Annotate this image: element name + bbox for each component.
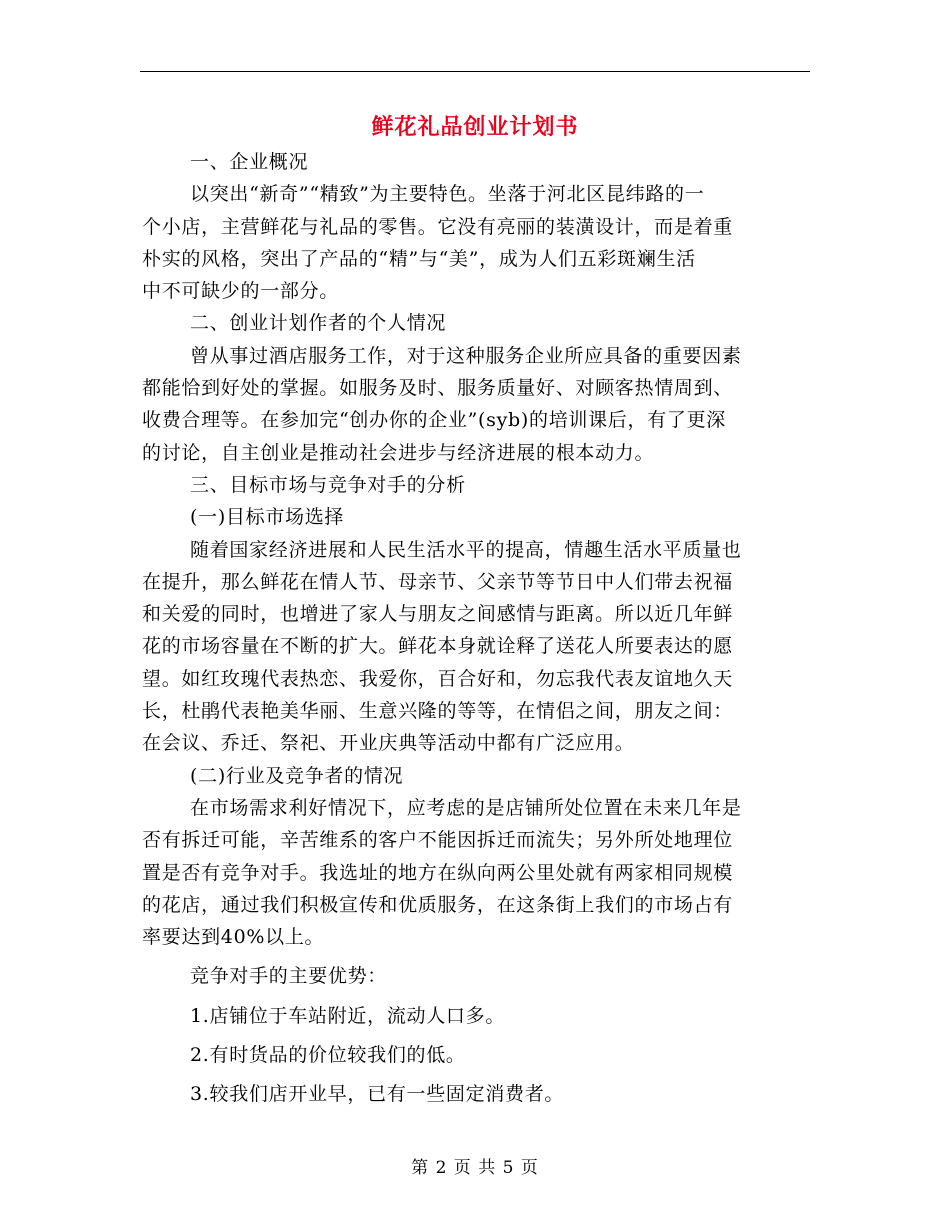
paragraph-line: 随着国家经济进展和人民生活水平的提高，情趣生活水平质量也	[190, 538, 742, 561]
paragraph-line: 率要达到40%以上。	[142, 926, 325, 949]
subsection-heading: (二)行业及竞争者的情况	[190, 764, 404, 787]
section-heading: 二、创业计划作者的个人情况	[190, 312, 447, 335]
paragraph-line: 个小店，主营鲜花与礼品的零售。它没有亮丽的装潢设计，而是着重	[142, 215, 734, 238]
list-item: 2.有时货品的价位较我们的低。	[190, 1044, 466, 1067]
paragraph-line: 望。如红玫瑰代表热恋、我爱你，百合好和，勿忘我代表友谊地久天	[142, 667, 734, 690]
document-title: 鲜花礼品创业计划书	[371, 114, 579, 140]
paragraph-line: 在会议、乔迁、祭祀、开业庆典等活动中都有广泛应用。	[142, 732, 635, 755]
paragraph-line: 和关爱的同时，也增进了家人与朋友之间感情与距离。所以近几年鲜	[142, 603, 734, 626]
paragraph-line: 竞争对手的主要优势：	[190, 965, 388, 988]
header-rule	[140, 71, 810, 72]
paragraph-line: 置是否有竞争对手。我选址的地方在纵向两公里处就有两家相同规模	[142, 861, 734, 884]
paragraph-line: 中不可缺少的一部分。	[142, 280, 340, 303]
section-heading: 一、企业概况	[190, 151, 309, 173]
list-item: 3.较我们店开业早，已有一些固定消费者。	[190, 1083, 565, 1106]
subsection-heading: (一)目标市场选择	[190, 506, 345, 529]
paragraph-line: 的讨论，自主创业是推动社会进步与经济进展的根本动力。	[142, 441, 655, 464]
paragraph-line: 以突出“新奇”“精致”为主要特色。坐落于河北区昆纬路的一	[190, 183, 705, 206]
page-number: 第 2 页 共 5 页	[411, 1158, 539, 1178]
paragraph-line: 在市场需求利好情况下，应考虑的是店铺所处位置在未来几年是	[190, 796, 742, 819]
paragraph-gap	[142, 1032, 808, 1039]
paragraph-line: 长，杜鹃代表艳美华丽、生意兴隆的等等，在情侣之间，朋友之间：	[142, 700, 734, 723]
paragraph-line: 朴实的风格，突出了产品的“精”与“美”，成为人们五彩斑斓生活	[142, 247, 696, 270]
document-body	[142, 146, 808, 1111]
paragraph-line: 否有拆迁可能，辛苦维系的客户不能因拆迁而流失；另外所处地理位	[142, 829, 734, 852]
paragraph-gap	[142, 993, 808, 1000]
section-heading: 三、目标市场与竞争对手的分析	[190, 473, 466, 496]
paragraph-line: 花的市场容量在不断的扩大。鲜花本身就诠释了送花人所要表达的愿	[142, 635, 734, 658]
paragraph-gap	[142, 953, 808, 960]
paragraph-gap	[142, 1071, 808, 1078]
list-item: 1.店铺位于车站附近，流动人口多。	[190, 1004, 506, 1027]
paragraph-line: 收费合理等。在参加完“创办你的企业”(syb)的培训课后，有了更深	[142, 409, 727, 432]
paragraph-line: 都能恰到好处的掌握。如服务及时、服务质量好、对顾客热情周到、	[142, 377, 734, 400]
paragraph-line: 曾从事过酒店服务工作，对于这种服务企业所应具备的重要因素	[190, 344, 742, 367]
paragraph-line: 在提升，那么鲜花在情人节、母亲节、父亲节等节日中人们带去祝福	[142, 570, 734, 593]
paragraph-line: 的花店，通过我们积极宣传和优质服务，在这条街上我们的市场占有	[142, 893, 734, 916]
